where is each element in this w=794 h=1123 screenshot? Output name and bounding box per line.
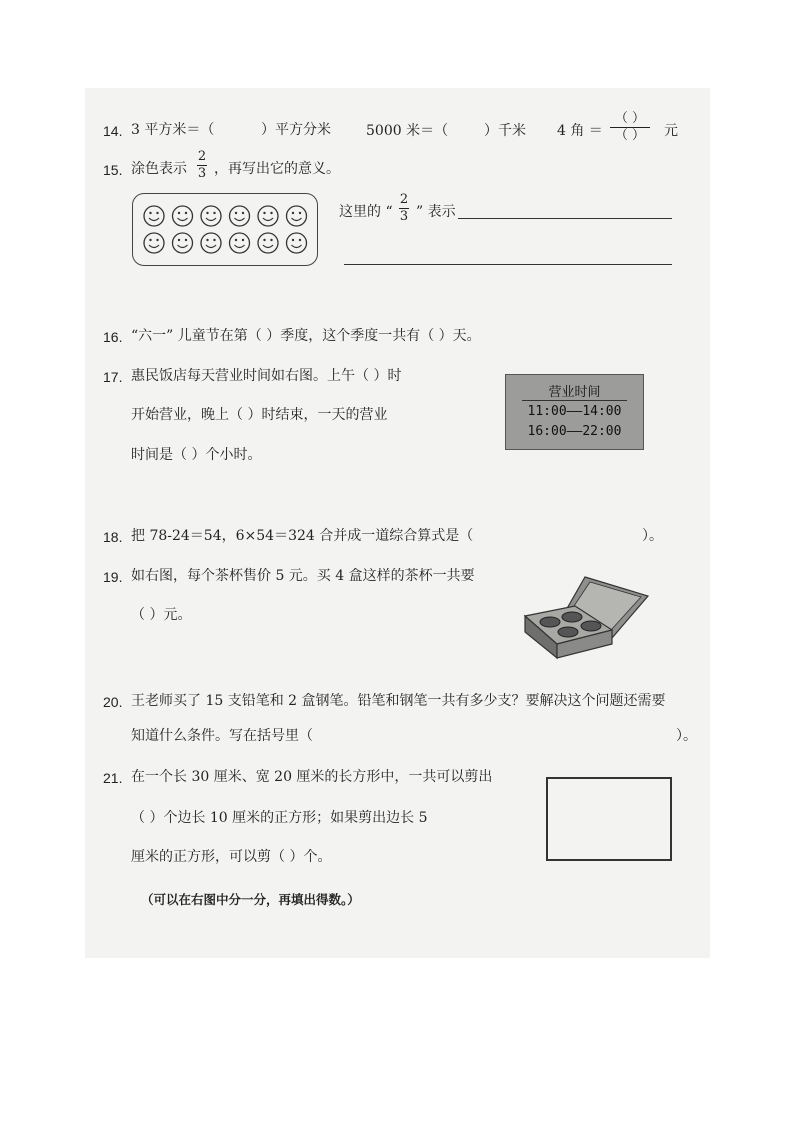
q20-number: 20.: [103, 694, 123, 710]
q18-suffix: ）。: [642, 528, 663, 544]
q17-line-1: 惠民饭店每天营业时间如右图。上午（ ）时: [131, 368, 402, 384]
smiley-face-icon[interactable]: [287, 233, 307, 253]
fraction-denominator: 3: [197, 166, 207, 181]
smiley-face-icon[interactable]: [173, 233, 193, 253]
q16-text: “六一” 儿童节在第（ ）季度，这个季度一共有（ ）天。: [131, 328, 481, 344]
q21-hint: （可以在右图中分一分，再填出得数。）: [141, 892, 360, 907]
q21-number: 21.: [103, 770, 123, 786]
q21-line-2: （ ）个边长 10 厘米的正方形；如果剪出边长 5: [131, 810, 428, 826]
q20-line-2-prefix: 知道什么条件。写在括号里（: [131, 728, 313, 744]
q18-prefix: 把 78-24＝54，6×54＝324 合并成一道综合算式是（: [131, 528, 474, 544]
smiley-grid: [133, 194, 317, 265]
q14-part-c-prefix: 4 角 ＝: [557, 123, 603, 139]
q19-line-2: （ ）元。: [131, 607, 192, 623]
q15-suffix: ，再写出它的意义。: [214, 161, 340, 177]
business-hours-sign: [505, 374, 644, 450]
smiley-face-icon[interactable]: [258, 206, 278, 226]
smiley-face-icon[interactable]: [287, 206, 307, 226]
smiley-face-icon[interactable]: [201, 233, 221, 253]
smiley-face-icon[interactable]: [230, 233, 250, 253]
fraction-numerator: 2: [197, 149, 207, 164]
smiley-face-icon[interactable]: [144, 206, 164, 226]
q21-line-1: 在一个长 30 厘米、宽 20 厘米的长方形中，一共可以剪出: [131, 769, 493, 785]
smiley-face-icon[interactable]: [201, 206, 221, 226]
rectangle-diagram[interactable]: [546, 777, 672, 861]
q17-line-2: 开始营业，晚上（ ）时结束，一天的营业: [131, 407, 388, 423]
sign-hours-morning: 11:00——14:00: [527, 404, 622, 419]
q16-number: 16.: [103, 329, 123, 345]
fraction-denominator: 3: [399, 209, 409, 224]
q14-answer-fraction[interactable]: [610, 112, 650, 143]
fraction-numerator: 2: [399, 192, 409, 207]
q21-line-3: 厘米的正方形，可以剪（ ）个。: [131, 849, 332, 865]
q20-line-2-suffix: ）。: [676, 728, 697, 744]
fraction-numerator-blank[interactable]: （ ）: [614, 111, 646, 126]
q15-prefix: 涂色表示: [131, 161, 187, 177]
q14-part-a-suffix: ）平方分米: [261, 122, 331, 138]
smiley-face-icon[interactable]: [258, 233, 278, 253]
q17-number: 17.: [103, 369, 123, 385]
q14-part-c-suffix: 元: [664, 123, 678, 139]
teacup-box-illustration: [520, 574, 650, 660]
smiley-face-box: [132, 193, 318, 266]
answer-line-1[interactable]: [458, 218, 672, 219]
smiley-face-icon[interactable]: [144, 233, 164, 253]
q14-number: 14.: [103, 123, 123, 139]
q18-number: 18.: [103, 529, 123, 545]
smiley-face-icon[interactable]: [230, 206, 250, 226]
q14-part-b-prefix: 5000 米＝（: [366, 123, 449, 139]
q15-fraction: [197, 150, 207, 181]
q19-line-1: 如右图，每个茶杯售价 5 元。买 4 盒这样的茶杯一共要: [131, 568, 475, 584]
q15-meaning-suffix: ” 表示: [416, 204, 456, 220]
q14-part-a-prefix: 3 平方米＝（: [131, 122, 215, 138]
q19-number: 19.: [103, 569, 123, 585]
sign-hours-evening: 16:00——22:00: [527, 424, 622, 439]
q15-number: 15.: [103, 162, 123, 178]
q15-meaning-prefix: 这里的 “: [339, 204, 393, 220]
smiley-face-icon[interactable]: [173, 206, 193, 226]
answer-line-2[interactable]: [344, 264, 672, 265]
sign-title: 营业时间: [548, 385, 601, 400]
q17-line-3: 时间是（ ）个小时。: [131, 447, 262, 463]
q20-line-1: 王老师买了 15 支铅笔和 2 盒钢笔。铅笔和钢笔一共有多少支？要解决这个问题还需要: [131, 693, 666, 709]
fraction-denominator-blank[interactable]: （ ）: [614, 128, 646, 143]
q14-part-b-suffix: ）千米: [484, 123, 526, 139]
sign-divider: [522, 400, 627, 401]
q15-meaning-fraction: [399, 193, 409, 224]
